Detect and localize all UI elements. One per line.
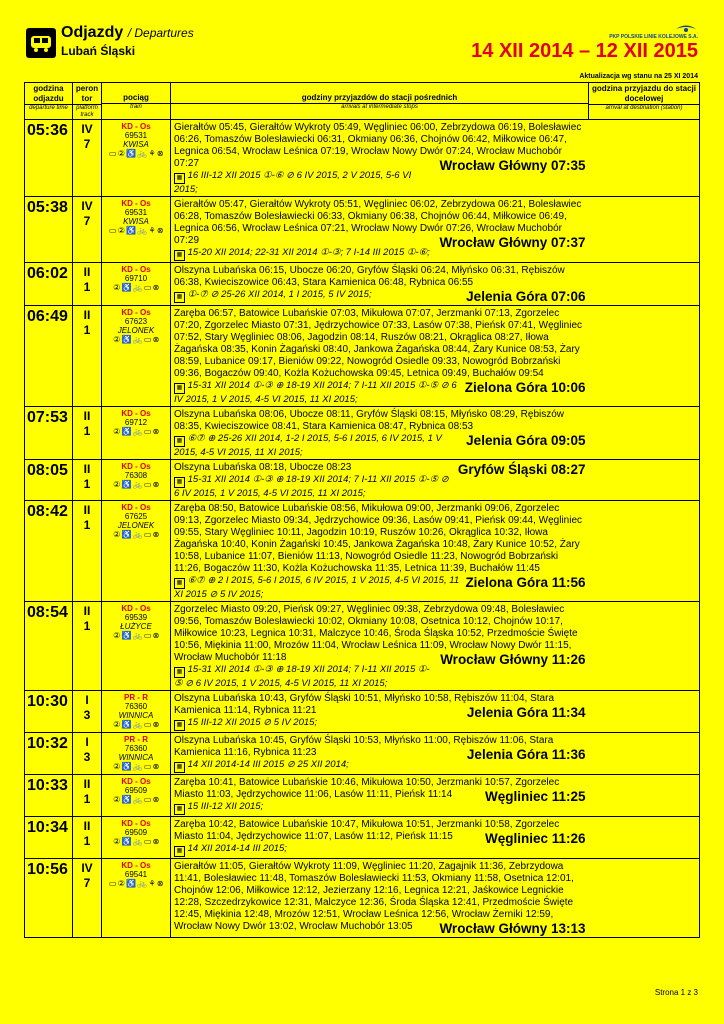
train-category: KD - Os bbox=[121, 462, 151, 471]
intermediate-stops bbox=[171, 691, 589, 733]
table-row bbox=[25, 775, 700, 817]
train-category: PR - R bbox=[124, 693, 148, 702]
destination-cell bbox=[589, 501, 700, 602]
platform-number: II bbox=[83, 503, 91, 517]
validity-period: 14 XII 2014 – 12 XII 2015 bbox=[471, 40, 698, 62]
intermediate-stops bbox=[171, 120, 589, 197]
stops-list: Olszyna Lubańska 08:18, Ubocze 08:23 bbox=[174, 462, 352, 473]
destination-cell bbox=[589, 817, 700, 859]
platform-cell bbox=[73, 691, 102, 733]
train-number: 76360 bbox=[124, 744, 148, 753]
train-name: KWISA bbox=[123, 217, 149, 226]
service-icons: ② ♿ 🚲 ▭ ⊗ bbox=[113, 335, 159, 344]
table-row bbox=[25, 691, 700, 733]
intermediate-stops bbox=[171, 602, 589, 691]
calendar-icon: ▦ bbox=[174, 804, 185, 815]
intermediate-stops bbox=[171, 407, 589, 460]
platform-number: II bbox=[83, 777, 91, 791]
col-departure-time: godzina odjazdu departure time bbox=[25, 83, 73, 120]
platform-number: IV bbox=[81, 199, 93, 213]
track-number: 7 bbox=[83, 137, 91, 151]
platform-number: II bbox=[83, 265, 91, 279]
stops-list: Zgorzelec Miasto 09:20, Pieńsk 09:27, Węgliniec 09:38, Zebrzydowa 09:48, Bolesławiec 09:56, Tomaszów Bolesławiecki 10:02, Okmiany 10:08, Osetnica 10:12, Chojnów 10:17, Miłkowice 10:23, Legnica 10:31, Malczyce 10:46, Środa Śląska 10:52, Przedmoście Święte 10:56, Miękinia 11:00, Mrozów 11:04, Wrocław Leśnica 11:09, Wrocław Nowy Dwór 11:15, Wrocław Muchobór 11:18 bbox=[174, 604, 578, 663]
notes-text: ①-⑦ ⊘ 25-26 XII 2014, 1 I 2015, 5 IV 2015; bbox=[187, 289, 372, 300]
train-category: KD - Os bbox=[121, 122, 151, 131]
notes-text: 14 XII 2014-14 III 2015; bbox=[187, 843, 287, 854]
service-icons: ② ♿ 🚲 ▭ ⊗ bbox=[113, 427, 159, 436]
train-category: KD - Os bbox=[121, 265, 151, 274]
service-icons: ② ♿ 🚲 ▭ ⊗ bbox=[113, 530, 159, 539]
destination-arrival: Zielona Góra 10:06 bbox=[464, 380, 586, 395]
table-row bbox=[25, 733, 700, 775]
calendar-icon: ▦ bbox=[174, 292, 185, 303]
platform-cell bbox=[73, 775, 102, 817]
train-category: KD - Os bbox=[121, 861, 151, 870]
platform-cell bbox=[73, 407, 102, 460]
table-row bbox=[25, 859, 700, 938]
notes-text: 14 XII 2014-14 III 2015 ⊘ 25 XII 2014; bbox=[187, 759, 349, 770]
train-cell bbox=[102, 460, 171, 501]
stops-list: Zaręba 10:41, Batowice Lubańskie 10:46, Mikułowa 10:50, Jerzmanki 10:57, Zgorzelec Miasto 11:03, Jędrzychowice 11:06, Lasów 11:11, Pieńsk 11:14 bbox=[174, 777, 560, 800]
notes-text: ⑥⑦ ⊕ 2 I 2015, 5-6 I 2015, 6 IV 2015, 1 V 2015, 4-5 VI 2015, 11 XI 2015 ⊘ 5 IV 2015; bbox=[174, 575, 460, 600]
platform-number: II bbox=[83, 604, 91, 618]
train-name: ŁUŻYCE bbox=[120, 622, 152, 631]
train-category: KD - Os bbox=[121, 604, 151, 613]
stops-list: Olszyna Lubańska 06:15, Ubocze 06:20, Gryfów Śląski 06:24, Młyńsko 06:31, Rębiszów 06:38, Kwieciszowice 06:43, Stara Kamienica 06:48, Rybnica 06:55 bbox=[174, 265, 565, 288]
train-cell bbox=[102, 306, 171, 407]
table-header bbox=[25, 83, 700, 120]
service-icons: ② ♿ 🚲 ▭ ⊗ bbox=[113, 795, 159, 804]
service-icons: ② ♿ 🚲 ▭ ⊗ bbox=[113, 762, 159, 771]
col-stops: godziny przyjazdów do stacji pośrednich arrivals at intermediate stops bbox=[171, 83, 589, 120]
intermediate-stops bbox=[171, 817, 589, 859]
train-cell bbox=[102, 859, 171, 938]
train-name: KWISA bbox=[123, 140, 149, 149]
destination-arrival: Wrocław Główny 07:37 bbox=[439, 235, 586, 250]
operating-notes bbox=[174, 664, 586, 689]
train-cell bbox=[102, 602, 171, 691]
service-icons: ② ♿ 🚲 ▭ ⊗ bbox=[113, 837, 159, 846]
track-number: 1 bbox=[83, 424, 91, 438]
departure-time: 08:05 bbox=[25, 460, 73, 501]
platform-number: IV bbox=[81, 122, 93, 136]
train-cell bbox=[102, 733, 171, 775]
stops-list: Gierałtów 05:45, Gierałtów Wykroty 05:49, Węgliniec 06:00, Zebrzydowa 06:19, Bolesławiec 06:26, Tomaszów Bolesławiecki 06:31, Okmiany 06:36, Chojnów 06:42, Miłkowice 06:47, Legnica 06:54, Wrocław Leśnica 07:19, Wrocław Nowy Dwór 07:24, Wrocław Muchobór 07:27 bbox=[174, 122, 582, 169]
destination-arrival: Wrocław Główny 07:35 bbox=[439, 158, 586, 173]
table-row bbox=[25, 263, 700, 306]
platform-cell bbox=[73, 602, 102, 691]
platform-number: II bbox=[83, 308, 91, 322]
track-number: 1 bbox=[83, 619, 91, 633]
stops-list: Zaręba 06:57, Batowice Lubańskie 07:03, Mikułowa 07:07, Jerzmanki 07:13, Zgorzelec 07:20, Zgorzelec Miasto 07:31, Jędrzychowice 07:33, Lasów 07:38, Pieńsk 07:41, Węgliniec 07:52, Stary Węgliniec 08:06, Jagodzin 08:14, Ruszów 08:21, Okrąglica 08:27, Iłowa Żagańska 08:35, Konin Żagański 08:40, Jankowa Żagańska 08:44, Żary Kunice 08:53, Żary 08:59, Lubanice 09:17, Bieniów 09:22, Nowogród Osiedle 09:33, Nowogród Bobrzański 09:36, Bogaczów 09:40, Kożla Kożuchowska 09:45, Letnica 09:49, Buchałów 09:54 bbox=[174, 308, 583, 379]
page-title: Odjazdy / Departures bbox=[61, 24, 194, 41]
destination-cell bbox=[589, 859, 700, 938]
page-number: Strona 1 z 3 bbox=[654, 988, 698, 997]
calendar-icon: ▦ bbox=[174, 477, 185, 488]
track-number: 1 bbox=[83, 792, 91, 806]
train-name: WINNICA bbox=[118, 753, 154, 762]
destination-arrival: Węgliniec 11:25 bbox=[484, 789, 586, 804]
platform-cell bbox=[73, 733, 102, 775]
operating-notes bbox=[174, 474, 586, 499]
train-number: 69710 bbox=[124, 274, 148, 283]
departure-time: 10:34 bbox=[25, 817, 73, 859]
train-number: 69531 bbox=[124, 208, 148, 217]
train-category: KD - Os bbox=[121, 777, 151, 786]
train-category: KD - Os bbox=[121, 503, 151, 512]
destination-cell bbox=[589, 306, 700, 407]
notes-text: 15-31 XII 2014 ①-③ ⊕ 18-19 XII 2014; 7 I-11 XII 2015 ①-⑤ ⊘ 6 IV 2015, 1 V 2015, 4-5 VI 2015, 11 XI 2015; bbox=[174, 474, 449, 499]
notes-text: 15-31 XII 2014 ①-③ ⊕ 18-19 XII 2014; 7 I-11 XII 2015 ①-⑤ ⊘ 6 IV 2015, 1 V 2015, 4-5 VI 2015, 11 XI 2015; bbox=[174, 380, 457, 405]
notes-text: ⑥⑦ ⊕ 25-26 XII 2014, 1-2 I 2015, 5-6 I 2015, 6 IV 2015, 1 V 2015, 4-5 VI 2015, 11 XI 2015; bbox=[174, 433, 442, 458]
train-cell bbox=[102, 501, 171, 602]
table-row bbox=[25, 197, 700, 263]
platform-cell bbox=[73, 120, 102, 197]
departure-time: 05:36 bbox=[25, 120, 73, 197]
train-cell bbox=[102, 775, 171, 817]
table-row bbox=[25, 602, 700, 691]
intermediate-stops bbox=[171, 460, 589, 501]
station-name: Lubań Śląski bbox=[61, 44, 136, 58]
platform-number: I bbox=[85, 693, 89, 707]
platform-cell bbox=[73, 859, 102, 938]
train-number: 76308 bbox=[124, 471, 148, 480]
service-icons: ▭ ② ♿ 🚲 ⚘ ⊗ bbox=[108, 879, 164, 888]
train-number: 69531 bbox=[124, 131, 148, 140]
update-note: Aktualizacja wg stanu na 25 XI 2014 bbox=[579, 73, 698, 80]
destination-cell bbox=[589, 460, 700, 501]
departure-time: 08:54 bbox=[25, 602, 73, 691]
intermediate-stops bbox=[171, 859, 589, 938]
departure-time: 10:32 bbox=[25, 733, 73, 775]
track-number: 1 bbox=[83, 280, 91, 294]
platform-number: II bbox=[83, 819, 91, 833]
train-number: 69509 bbox=[124, 828, 148, 837]
stops-list: Olszyna Lubańska 10:45, Gryfów Śląski 10:53, Młyńsko 11:00, Rębiszów 11:06, Stara Kamienica 11:16, Rybnica 11:23 bbox=[174, 735, 554, 758]
notes-text: 15 III-12 XII 2015 ⊘ 5 IV 2015; bbox=[187, 717, 318, 728]
stops-list: Gierałtów 05:47, Gierałtów Wykroty 05:51, Węgliniec 06:02, Zebrzydowa 06:21, Bolesławiec 06:28, Tomaszów Bolesławiecki 06:33, Okmiany 06:38, Chojnów 06:44, Miłkowice 06:49, Legnica 06:56, Wrocław Leśnica 07:21, Wrocław Nowy Dwór 07:26, Wrocław Muchobór 07:29 bbox=[174, 199, 582, 246]
train-name: JELONEK bbox=[117, 326, 155, 335]
notes-text: 15-31 XII 2014 ①-③ ⊕ 18-19 XII 2014; 7 I-11 XII 2015 ①-⑤ ⊘ 6 IV 2015, 1 V 2015, 4-5 VI 2015, 11 XI 2015; bbox=[174, 664, 430, 689]
track-number: 1 bbox=[83, 834, 91, 848]
header bbox=[0, 0, 724, 84]
stops-list: Zaręba 10:42, Batowice Lubańskie 10:47, Mikułowa 10:51, Jerzmanki 10:58, Zgorzelec Miasto 11:04, Jędrzychowice 11:07, Lasów 11:12, Pieńsk 11:15 bbox=[174, 819, 560, 842]
col-destination: godzina przyjazdu do stacji docelowej arrival at destination (station) bbox=[589, 83, 700, 120]
calendar-icon: ▦ bbox=[174, 383, 185, 394]
destination-cell bbox=[589, 691, 700, 733]
calendar-icon: ▦ bbox=[174, 846, 185, 857]
track-number: 1 bbox=[83, 323, 91, 337]
train-number: 69539 bbox=[124, 613, 148, 622]
platform-cell bbox=[73, 501, 102, 602]
destination-cell bbox=[589, 733, 700, 775]
calendar-icon: ▦ bbox=[174, 762, 185, 773]
train-cell bbox=[102, 120, 171, 197]
table-row bbox=[25, 306, 700, 407]
track-number: 7 bbox=[83, 876, 91, 890]
platform-number: IV bbox=[81, 861, 93, 875]
departure-time: 07:53 bbox=[25, 407, 73, 460]
intermediate-stops bbox=[171, 306, 589, 407]
destination-cell bbox=[589, 197, 700, 263]
stops-list: Olszyna Lubańska 08:06, Ubocze 08:11, Gryfów Śląski 08:15, Młyńsko 08:29, Rębiszów 08:35, Kwieciszowice 08:41, Stara Kamienica 08:47, Rybnica 08:53 bbox=[174, 409, 565, 432]
calendar-icon: ▦ bbox=[174, 250, 185, 261]
train-category: KD - Os bbox=[121, 199, 151, 208]
table-row bbox=[25, 460, 700, 501]
table-row bbox=[25, 817, 700, 859]
calendar-icon: ▦ bbox=[174, 667, 185, 678]
departure-time: 10:33 bbox=[25, 775, 73, 817]
notes-text: 16 III-12 XII 2015 ①-⑥ ⊘ 6 IV 2015, 2 V 2015, 5-6 VI 2015; bbox=[174, 170, 412, 195]
platform-cell bbox=[73, 306, 102, 407]
destination-arrival: Jelenia Góra 11:36 bbox=[466, 747, 586, 762]
intermediate-stops bbox=[171, 197, 589, 263]
calendar-icon: ▦ bbox=[174, 436, 185, 447]
platform-cell bbox=[73, 197, 102, 263]
destination-cell bbox=[589, 120, 700, 197]
platform-cell bbox=[73, 817, 102, 859]
train-name: JELONEK bbox=[117, 521, 155, 530]
departure-time: 10:30 bbox=[25, 691, 73, 733]
table-row bbox=[25, 120, 700, 197]
departure-time: 06:02 bbox=[25, 263, 73, 306]
track-number: 3 bbox=[83, 750, 91, 764]
track-number: 7 bbox=[83, 214, 91, 228]
train-category: KD - Os bbox=[121, 819, 151, 828]
train-cell bbox=[102, 817, 171, 859]
service-icons: ② ♿ 🚲 ▭ ⊗ bbox=[113, 480, 159, 489]
platform-cell bbox=[73, 263, 102, 306]
service-icons: ② ♿ 🚲 ▭ ⊗ bbox=[113, 631, 159, 640]
destination-arrival: Jelenia Góra 07:06 bbox=[466, 289, 586, 304]
train-name: WINNICA bbox=[118, 711, 154, 720]
col-platform: peron tor platform track bbox=[73, 83, 102, 120]
notes-text: 15 III-12 XII 2015; bbox=[187, 801, 264, 812]
departure-time: 06:49 bbox=[25, 306, 73, 407]
track-number: 1 bbox=[83, 518, 91, 532]
destination-arrival: Gryfów Śląski 08:27 bbox=[457, 462, 586, 477]
platform-cell bbox=[73, 460, 102, 501]
train-number: 67623 bbox=[124, 317, 148, 326]
train-number: 69541 bbox=[124, 870, 148, 879]
train-number: 69712 bbox=[124, 418, 148, 427]
destination-cell bbox=[589, 263, 700, 306]
destination-arrival: Węgliniec 11:26 bbox=[484, 831, 586, 846]
train-number: 76360 bbox=[124, 702, 148, 711]
pkp-wing-icon bbox=[674, 24, 698, 34]
platform-number: II bbox=[83, 409, 91, 423]
track-number: 3 bbox=[83, 708, 91, 722]
destination-arrival: Wrocław Główny 13:13 bbox=[439, 921, 586, 936]
destination-arrival: Jelenia Góra 11:34 bbox=[466, 705, 586, 720]
stops-list: Olszyna Lubańska 10:43, Gryfów Śląski 10:51, Młyńsko 10:58, Rębiszów 11:04, Stara Kamienica 11:14, Rybnica 11:21 bbox=[174, 693, 555, 716]
intermediate-stops bbox=[171, 775, 589, 817]
destination-cell bbox=[589, 775, 700, 817]
col-train: pociąg train bbox=[102, 83, 171, 120]
train-cell bbox=[102, 407, 171, 460]
calendar-icon: ▦ bbox=[174, 173, 185, 184]
destination-arrival: Wrocław Główny 11:26 bbox=[440, 652, 586, 667]
train-category: PR - R bbox=[124, 735, 148, 744]
train-icon bbox=[26, 28, 56, 58]
departure-time: 10:56 bbox=[25, 859, 73, 938]
track-number: 1 bbox=[83, 477, 91, 491]
destination-cell bbox=[589, 407, 700, 460]
service-icons: ▭ ② ♿ 🚲 ⚘ ⊗ bbox=[108, 149, 164, 158]
train-number: 69509 bbox=[124, 786, 148, 795]
train-cell bbox=[102, 263, 171, 306]
stops-list: Gierałtów 11:05, Gierałtów Wykroty 11:09, Węgliniec 11:20, Zagajnik 11:36, Zebrzydowa 11:41, Bolesławiec 11:48, Tomaszów Bolesławiecki 11:53, Okmiany 11:58, Osetnica 12:01, Chojnów 12:06, Miłkowice 12:12, Jezierzany 12:16, Legnica 12:21, Jaśkowice Legnickie 12:28, Szczedrzykowice 12:31, Malczyce 12:36, Środa Śląska 12:41, Przedmoście Święte 12:45, Miękinia 12:48, Mrozów 12:51, Wrocław Leśnica 12:56, Wrocław Żerniki 12:59, Wrocław Nowy Dwór 13:02, Wrocław Muchobór 13:05 bbox=[174, 861, 574, 932]
calendar-icon: ▦ bbox=[174, 578, 185, 589]
operator-logo: PKP POLSKIE LINIE KOLEJOWE S.A. bbox=[609, 24, 698, 40]
intermediate-stops bbox=[171, 501, 589, 602]
service-icons: ② ♿ 🚲 ▭ ⊗ bbox=[113, 720, 159, 729]
service-icons: ▭ ② ♿ 🚲 ⚘ ⊗ bbox=[108, 226, 164, 235]
notes-text: 15-20 XII 2014; 22-31 XII 2014 ①-③; 7 I-14 III 2015 ①-⑥; bbox=[187, 247, 430, 258]
destination-cell bbox=[589, 602, 700, 691]
table-row bbox=[25, 501, 700, 602]
platform-number: II bbox=[83, 462, 91, 476]
table-row bbox=[25, 407, 700, 460]
train-number: 67625 bbox=[124, 512, 148, 521]
intermediate-stops bbox=[171, 263, 589, 306]
operating-notes bbox=[174, 170, 586, 195]
platform-number: I bbox=[85, 735, 89, 749]
train-cell bbox=[102, 197, 171, 263]
train-category: KD - Os bbox=[121, 308, 151, 317]
destination-arrival: Jelenia Góra 09:05 bbox=[466, 433, 586, 448]
destination-arrival: Zielona Góra 11:56 bbox=[465, 575, 586, 590]
departure-time: 08:42 bbox=[25, 501, 73, 602]
train-category: KD - Os bbox=[121, 409, 151, 418]
stops-list: Zaręba 08:50, Batowice Lubańskie 08:56, Mikułowa 09:00, Jerzmanki 09:06, Zgorzelec 09:13, Zgorzelec Miasto 09:34, Jędrzychowice 09:36, Lasów 09:41, Pieńsk 09:44, Węgliniec 09:55, Stary Węgliniec 10:11, Jagodzin 10:19, Ruszów 10:26, Okrąglica 10:32, Iłowa Żagańska 10:40, Konin Żagański 10:45, Jankowa Żagańska 10:48, Żary Kunice 10:52, Żary 10:58, Lubanice 11:07, Bieniów 11:13, Nowogród Osiedle 11:23, Nowogród Bobrzański 11:26, Bogaczów 11:30, Kożla Kożuchowska 11:35, Letnica 11:39, Buchałów 11:45 bbox=[174, 503, 583, 574]
train-cell bbox=[102, 691, 171, 733]
departure-time: 05:38 bbox=[25, 197, 73, 263]
departures-table bbox=[24, 82, 700, 938]
service-icons: ② ♿ 🚲 ▭ ⊗ bbox=[113, 283, 159, 292]
intermediate-stops bbox=[171, 733, 589, 775]
calendar-icon: ▦ bbox=[174, 720, 185, 731]
